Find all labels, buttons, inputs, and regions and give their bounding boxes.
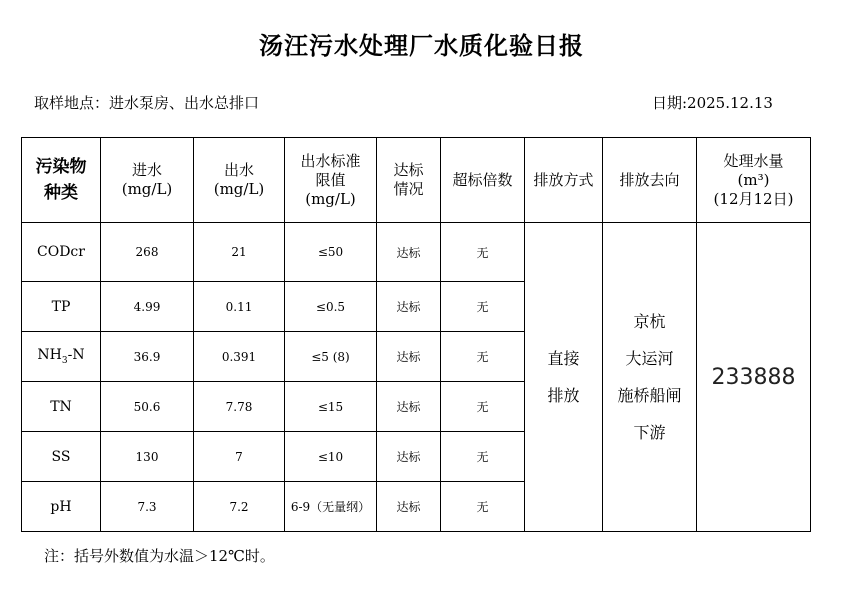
pollutant-name: $NH_3-N$ (22, 332, 101, 382)
header-discharge-dest: 排放去向 (603, 138, 697, 223)
pollutant-name: TN (22, 382, 101, 432)
pollutant-name: TP (22, 282, 101, 332)
exceed-value: 无 (441, 482, 525, 532)
footnote: 注：括号外数值为水温＞12℃时。 (44, 547, 275, 565)
report-title: 汤汪污水处理厂水质化验日报 (259, 31, 584, 60)
pollutant-name: pH (22, 482, 101, 532)
influent-value: 130 (101, 432, 194, 482)
exceed-value: 无 (441, 223, 525, 282)
report-date: 日期:2025.12.13 (652, 94, 773, 112)
limit-value: ≤0.5 (285, 282, 377, 332)
effluent-value: 0.391 (194, 332, 285, 382)
water-quality-table (21, 137, 811, 532)
discharge-dest-cell: 京杭 大运河 施桥船闸 下游 (603, 223, 697, 532)
sampling-location: 取样地点：进水泵房、出水总排口 (34, 94, 260, 112)
limit-value: 6-9（无量纲） (285, 482, 377, 532)
header-discharge-method: 排放方式 (525, 138, 603, 223)
limit-value: ≤10 (285, 432, 377, 482)
header-exceed: 超标倍数 (441, 138, 525, 223)
effluent-value: 7.78 (194, 382, 285, 432)
status-value: 达标 (377, 482, 441, 532)
effluent-value: 7.2 (194, 482, 285, 532)
header-pollutant: 污染物 种类 (22, 138, 101, 223)
limit-value: ≤5 (8) (285, 332, 377, 382)
discharge-method-cell: 直接 排放 (525, 223, 603, 532)
pollutant-name: SS (22, 432, 101, 482)
effluent-value: 7 (194, 432, 285, 482)
status-value: 达标 (377, 282, 441, 332)
header-effluent: 出水 (mg/L) (194, 138, 285, 223)
influent-value: 36.9 (101, 332, 194, 382)
header-volume: 处理水量 (m³) (12月12日) (697, 138, 811, 223)
effluent-value: 0.11 (194, 282, 285, 332)
influent-value: 7.3 (101, 482, 194, 532)
status-value: 达标 (377, 382, 441, 432)
status-value: 达标 (377, 223, 441, 282)
limit-value: ≤50 (285, 223, 377, 282)
volume-cell: 233888 (697, 223, 811, 532)
limit-value: ≤15 (285, 382, 377, 432)
exceed-value: 无 (441, 282, 525, 332)
table-header-row (22, 138, 811, 223)
exceed-value: 无 (441, 382, 525, 432)
status-value: 达标 (377, 432, 441, 482)
influent-value: 268 (101, 223, 194, 282)
pollutant-name: CODcr (22, 223, 101, 282)
header-limit: 出水标准 限值 (mg/L) (285, 138, 377, 223)
influent-value: 4.99 (101, 282, 194, 332)
effluent-value: 21 (194, 223, 285, 282)
exceed-value: 无 (441, 332, 525, 382)
status-value: 达标 (377, 332, 441, 382)
table-row (22, 223, 811, 282)
influent-value: 50.6 (101, 382, 194, 432)
exceed-value: 无 (441, 432, 525, 482)
header-status: 达标 情况 (377, 138, 441, 223)
header-influent: 进水 (mg/L) (101, 138, 194, 223)
